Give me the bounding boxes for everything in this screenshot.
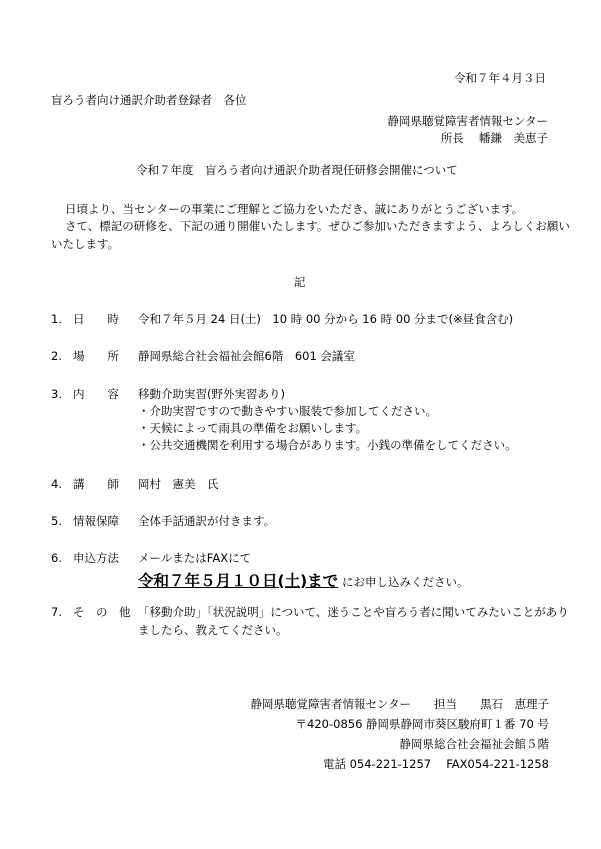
item-label: 日 時 (73, 312, 119, 326)
item-value: 「移動介助」「状況説明」について、迷うことや盲ろう者に聞いてみたいことがあり (138, 605, 569, 619)
item-number: 5. (51, 514, 62, 528)
sender-title-name: 所長 幡鎌 美恵子 (440, 131, 548, 145)
item-value-continued: ましたら、教えてください。 (138, 623, 288, 637)
item-label: 申込方法 (73, 551, 119, 565)
body-line-2: さて、標記の研修を、下記の通り開催いたします。ぜひご参加いただきますよう、よろしくお願い (65, 219, 570, 233)
item-label: 講 師 (73, 477, 119, 491)
contact-person: 静岡県聴覚障害者情報センター 担当 黒石 恵理子 (250, 697, 549, 711)
contact-address: 〒420-0856 静岡県静岡市葵区駿府町１番 70 号 (295, 717, 549, 731)
body-line-3: いたします。 (51, 237, 120, 251)
content-bullet: ・天候によって雨具の準備をお願いします。 (138, 421, 368, 435)
item-number: 6. (51, 551, 62, 565)
item-value: 移動介助実習(野外実習あり) (138, 387, 285, 401)
item-number: 4. (51, 477, 62, 491)
item-application (0, 552, 601, 597)
contact-building: 静岡県総合社会福祉会館５階 (399, 737, 549, 751)
item-label: 情報保障 (73, 514, 119, 528)
item-number: 7. (51, 605, 62, 619)
application-deadline: 令和７年５月１０日(土)まで (138, 572, 339, 590)
subject: 令和７年度 盲ろう者向け通訳介助者現任研修会開催について (136, 163, 458, 177)
item-label: 内 容 (73, 387, 119, 401)
item-content (0, 388, 601, 460)
sender-org: 静岡県聴覚障害者情報センター (387, 114, 548, 128)
item-value: 岡村 憲美 氏 (138, 477, 219, 491)
deadline-suffix: にお申し込みください。 (342, 575, 469, 589)
recipient: 盲ろう者向け通訳介助者登録者 各位 (51, 93, 247, 107)
item-value: 静岡県総合社会福祉会館6階 601 会議室 (138, 349, 355, 363)
item-info-support (0, 515, 601, 533)
item-label: そ の 他 (73, 605, 131, 619)
item-other (0, 606, 601, 642)
item-number: 1. (51, 312, 62, 326)
ki-heading: 記 (294, 275, 306, 289)
document-date: 令和７年４月３日 (454, 71, 546, 85)
item-date (0, 313, 601, 331)
item-number: 3. (51, 387, 62, 401)
body-line-1: 日頃より、当センターの事業にご理解とご協力をいただき、誠にありがとうございます。 (65, 202, 524, 216)
contact-phone-fax: 電話 054-221-1257 FAX054-221-1258 (322, 757, 549, 771)
content-bullet: ・公共交通機関を利用する場合があります。小銭の準備をしてください。 (138, 438, 517, 452)
item-number: 2. (51, 349, 62, 363)
item-place (0, 350, 601, 368)
item-value: 全体手話通訳が付きます。 (138, 514, 276, 528)
item-label: 場 所 (73, 349, 119, 363)
content-bullet: ・介助実習ですので動きやすい服装で参加してください。 (138, 404, 437, 418)
item-value: 令和７年５月 24 日(土) 10 時 00 分から 16 時 00 分まで(※昼食含む) (138, 312, 514, 326)
item-lecturer (0, 478, 601, 496)
item-value: メールまたはFAXにて (138, 551, 252, 565)
